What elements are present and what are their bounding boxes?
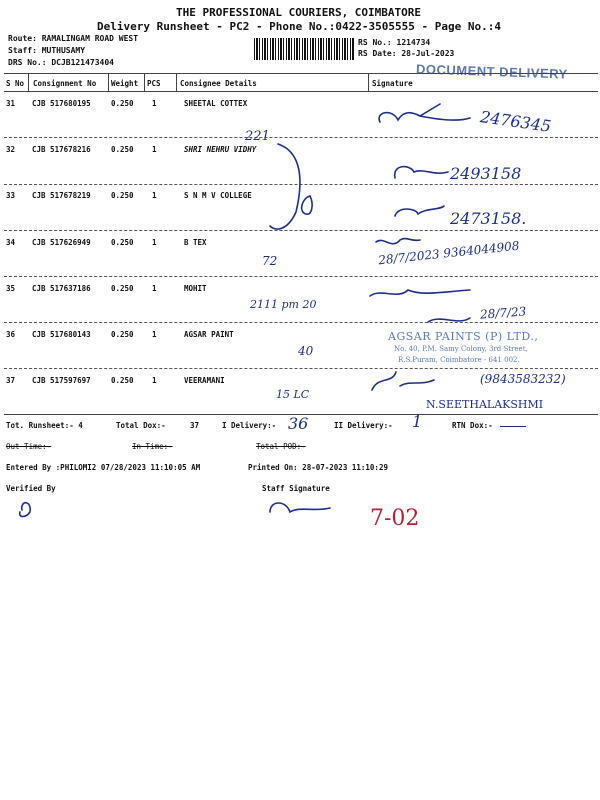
row-consignment: CJB 517680143 [32,330,91,339]
signature-row32 [395,167,448,178]
handwritten-receiver-name: N.SEETHALAKSHMI [426,398,544,411]
row-weight: 0.250 [111,238,134,247]
row-consignee: AGSAR PAINT [184,330,234,339]
staff-signature [270,503,330,512]
stamp-address-line1: No. 40, P.M. Samy Colony, 3rd Street, [394,345,528,353]
row-pcs: 1 [152,376,157,385]
handwritten-phone: 28/7/2023 9364044908 [377,238,521,268]
handwritten-note: 72 [262,254,278,268]
row-consignment: CJB 517678219 [32,191,91,200]
row-pcs: 1 [152,145,157,154]
handwritten-time: 7-02 [370,506,420,531]
handwritten-date: 28/7/23 [479,304,527,322]
total-runsheet: Tot. Runsheet:- 4 [6,421,83,430]
handwritten-note: 40 [298,344,314,358]
col-weight: Weight [111,79,139,88]
handwritten-phone: 2493158 [450,164,522,183]
row-sno: 36 [6,330,16,339]
row-weight: 0.250 [111,191,134,200]
row-consignment: CJB 517597697 [32,376,91,385]
stamp-company-name: AGSAR PAINTS (P) LTD., [388,330,539,343]
row-sno: 32 [6,145,16,154]
signature-row35 [370,290,470,296]
row-consignee: SHRI NEHRU VIDHY [184,145,257,154]
col-consignee: Consignee Details [180,79,257,88]
row-pcs: 1 [152,191,157,200]
row-pcs: 1 [152,238,157,247]
signature-row37 [372,372,434,390]
ii-delivery-hand: 1 [412,412,423,431]
route-label: Route: RAMALINGAM ROAD WEST [8,34,139,43]
handwritten-note: 2111 pm 20 [250,298,317,311]
row-sno: 31 [6,99,16,108]
entered-by: Entered By :PHILOMI2 07/28/2023 11:10:05 AM [6,463,201,472]
i-delivery-label: I Delivery:- [222,421,277,430]
out-time-label: Out Time:- [6,442,52,451]
row-sno: 35 [6,284,16,293]
handwritten-note: 221 [245,129,270,144]
staff-label: Staff: MUTHUSAMY [8,46,86,55]
total-pod-label: Total POD:- [256,442,306,451]
drs-number: DRS No.: DCJB121473404 [8,58,114,67]
row-sno: 37 [6,376,16,385]
row-pcs: 1 [152,330,157,339]
stamp-address-line2: R.S.Puram, Coimbatore - 641 002. [398,356,520,364]
row-consignee: MOHIT [184,284,207,293]
row-consignment: CJB 517678216 [32,145,91,154]
col-pcs: PCS [147,79,161,88]
staff-signature-label: Staff Signature [262,484,330,493]
scribble-row32-bracket [270,144,312,229]
rtn-dox-label: RTN Dox:- [452,421,493,430]
signature-row34 [376,239,420,244]
row-weight: 0.250 [111,99,134,108]
rs-date: RS Date: 28-Jul-2023 [358,49,455,58]
row-sno: 34 [6,238,16,247]
total-dox-value: 37 [190,421,200,430]
col-signature: Signature [372,79,413,88]
runsheet-title: Delivery Runsheet - PC2 - Phone No.:0422-3505555 - Page No.:4 [97,20,501,33]
handwritten-phone: 2476345 [479,107,553,136]
company-name: THE PROFESSIONAL COURIERS, COIMBATORE [176,6,422,19]
signature-row31 [379,104,470,122]
row-consignment: CJB 517626949 [32,238,91,247]
printed-on: Printed On: 28-07-2023 11:10:29 [248,463,388,472]
handwritten-note: 15 LC [276,388,310,401]
row-weight: 0.250 [111,145,134,154]
total-dox-label: Total Dox:- [116,421,166,430]
row-consignment: CJB 517680195 [32,99,91,108]
col-consignment: Consignment No [33,79,97,88]
row-consignee: SHEETAL COTTEX [184,99,248,108]
row-weight: 0.250 [111,284,134,293]
row-pcs: 1 [152,99,157,108]
row-sno: 33 [6,191,16,200]
signature-row36 [428,318,470,322]
row-consignee: VEERAMANI [184,376,225,385]
rs-number: RS No.: 1214734 [358,38,431,47]
signature-row33 [395,206,444,216]
row-weight: 0.250 [111,376,134,385]
verified-signature [20,503,31,517]
handwritten-phone: 2473158. [450,209,527,228]
i-delivery-hand: 36 [288,414,309,433]
row-pcs: 1 [152,284,157,293]
col-sno: S No [6,79,25,88]
verified-by-label: Verified By [6,484,56,493]
in-time-label: In Time:- [132,442,173,451]
row-weight: 0.250 [111,330,134,339]
ii-delivery-label: II Delivery:- [334,421,393,430]
row-consignee: S N M V COLLEGE [184,191,252,200]
handwritten-phone: (9843583232) [480,372,566,386]
row-consignment: CJB 517637186 [32,284,91,293]
row-consignee: B TEX [184,238,207,247]
document-delivery-stamp: DOCUMENT DELIVERY [415,61,568,82]
